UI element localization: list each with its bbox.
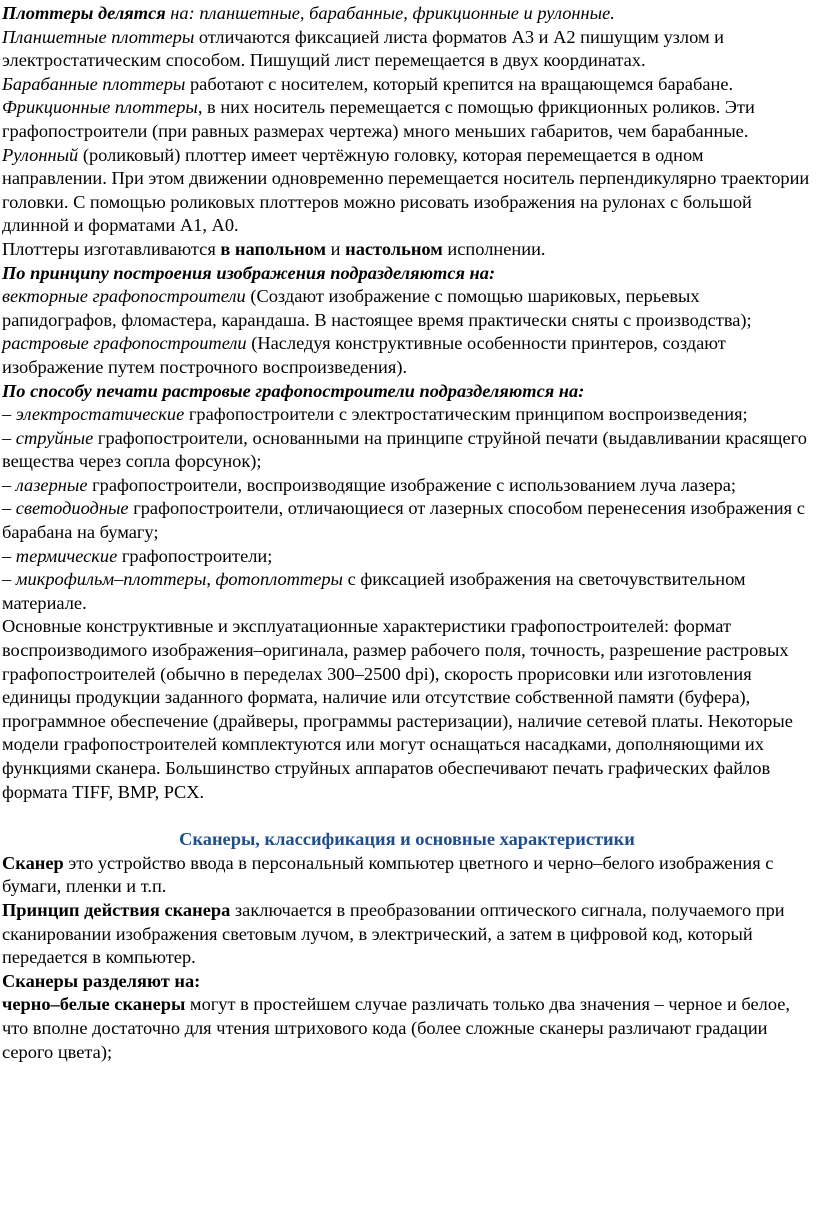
list-item-laser: – лазерные графопостроители, воспроизводящие изображение с использованием луча лазера; <box>2 474 736 495</box>
subheading-print-method: По способу печати растровые графопостроители подразделяются на: <box>2 380 585 401</box>
list-item-led: – светодиодные графопостроители, отличающиеся от лазерных способом перенесения изображения с барабана на бумагу; <box>2 498 805 543</box>
paragraph-raster-plotters: растровые графопостроители (Наследуя конструктивные особенности принтеров, создают изображение путем построчного воспроизведения). <box>2 333 726 377</box>
subheading-scanner-types: Сканеры разделяют на: <box>2 970 201 991</box>
paragraph-scanner-principle: Принцип действия сканера заключается в преобразовании оптического сигнала, получаемого при сканировании изображения световым лучом, в электрический, а затем в цифровой код, который передается в компьютер. <box>2 899 785 968</box>
paragraph-flatbed-plotters: Планшетные плоттеры отличаются фиксацией листа форматов А3 и А2 пишущим узлом и электростатическим способом. Пишущий лист перемещается в двух координатах. <box>2 26 725 71</box>
paragraph-friction-plotters: Фрикционные плоттеры, в них носитель перемещается с помощью фрикционных роликов. Эти графопостроители (при равных размерах чертежа) много меньших габаритов, чем барабанные. <box>2 97 755 141</box>
section-heading-scanners: Сканеры, классификация и основные характеристики <box>179 829 635 850</box>
list-item-thermal: – термические графопостроители; <box>2 545 273 566</box>
paragraph-plotter-characteristics: Основные конструктивные и эксплуатационные характеристики графопостроителей: формат воспроизводимого изображения–оригинала, размер рабочего поля, точность, разрешение растровых графопостроителей (обычно в переделах 300–2500 dpi), скорость прорисовки или изготовления единицы продукции заданного формата, наличие или отсутствие собственной памяти (буфера), программное обеспечение (драйверы, программы растеризации), наличие сетевой платы. Некоторые модели графопостроителей комплектуются или могут оснащаться насадками, дополняющими их функциями сканера. Большинство струйных аппаратов обеспечивают печать графических файлов формата TIFF, BMP, PCX. <box>2 616 793 802</box>
list-item-inkjet: – струйные графопостроители, основанными на принципе струйной печати (выдавливании красящего вещества через сопла форсунок); <box>2 427 807 472</box>
paragraph-vector-plotters: векторные графопостроители (Создают изображение с помощью шариковых, перьевых рапидографов, фломастера, карандаша. В настоящее время практически сняты с производства); <box>2 286 752 330</box>
paragraph-plotter-design: Плоттеры изготавливаются в напольном и настольном исполнении. <box>2 238 546 259</box>
paragraph-drum-plotters: Барабанные плоттеры работают с носителем, который крепится на вращающемся барабане. <box>2 73 734 94</box>
paragraph-scanner-definition: Сканер это устройство ввода в персональный компьютер цветного и черно–белого изображения с бумаги, пленки и т.п. <box>2 852 774 897</box>
paragraph-bw-scanners: черно–белые сканеры могут в простейшем случае различать только два значения – черное и белое, что вполне достаточно для чтения штрихового кода (более сложные сканеры различают градации серого цвета); <box>2 994 791 1062</box>
list-item-electrostatic: – электростатические графопостроители с электростатическим принципом воспроизведения; <box>2 404 748 425</box>
paragraph-plotter-types: Плоттеры делятся на: планшетные, барабанные, фрикционные и рулонные. <box>2 3 615 23</box>
list-item-microfilm: – микрофильм–плоттеры, фотоплоттеры с фиксацией изображения на светочувствительном материале. <box>2 569 746 613</box>
subheading-image-principle: По принципу построения изображения подразделяются на: <box>2 262 496 283</box>
paragraph-roll-plotters: Рулонный (роликовый) плоттер имеет чертёжную головку, которая перемещается в одном направлении. При этом движении одновременно перемещается носитель перпендикулярно траектории головки. С помощью роликовых плоттеров можно рисовать изображения на рулонах с большой длинной и форматами А1, А0. <box>2 144 810 236</box>
